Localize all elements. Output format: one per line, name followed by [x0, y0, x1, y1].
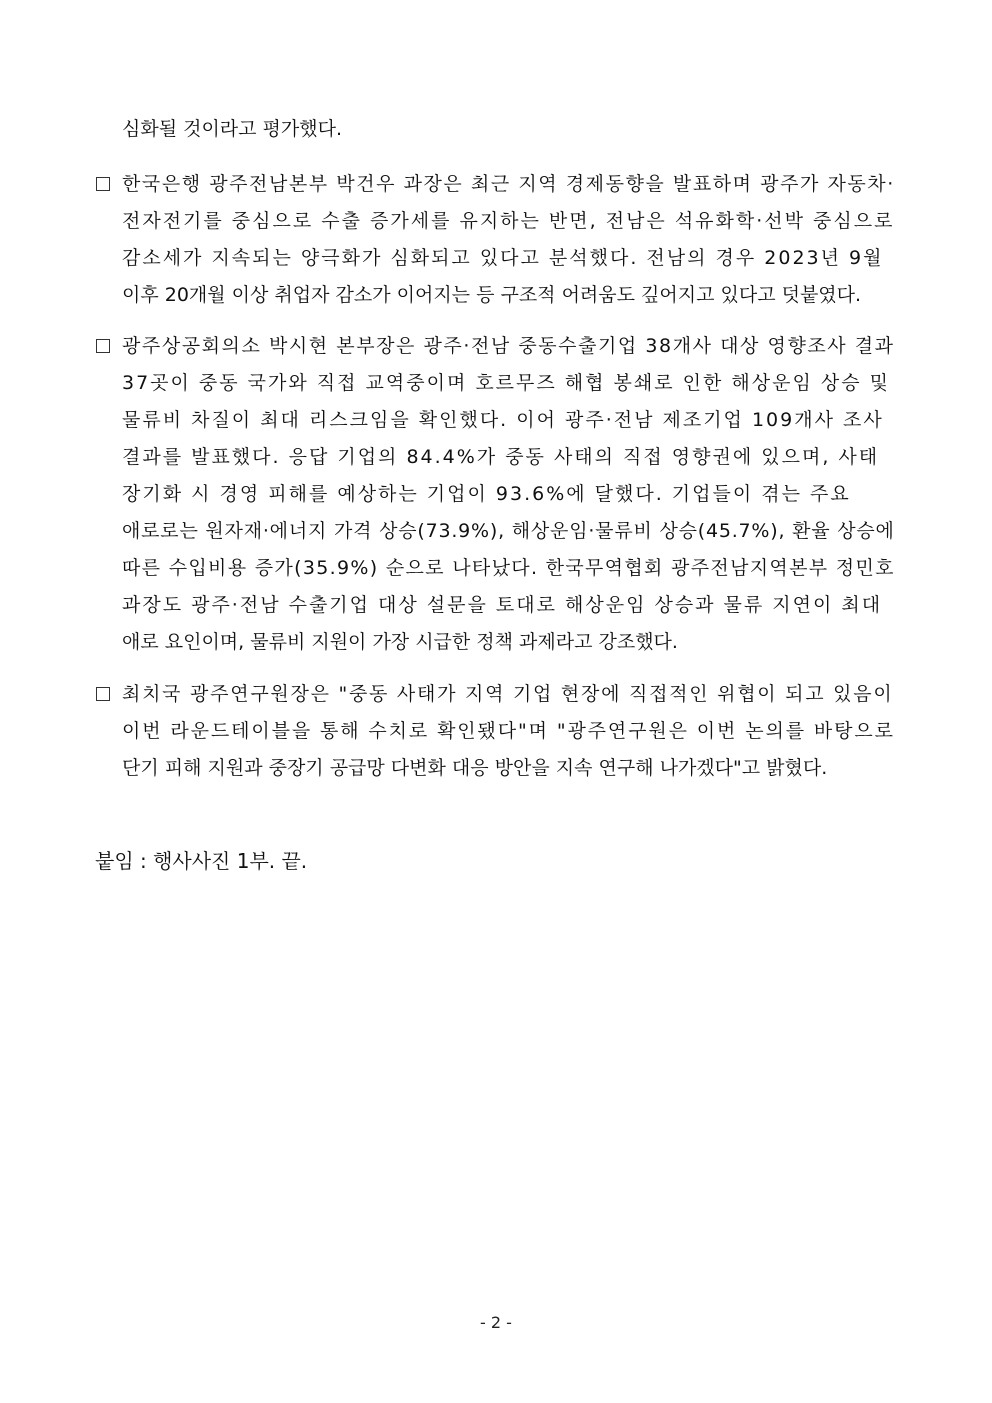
page-number: - 2 -: [480, 1313, 512, 1332]
paragraph-line: 결과를 발표했다. 응답 기업의 84.4%가 중동 사태의 직접 영향권에 있으며, 사태: [122, 446, 880, 468]
paragraph-line: 전자전기를 중심으로 수출 증가세를 유지하는 반면, 전남은 석유화학·선박 중심으로: [122, 210, 895, 232]
paragraph-line: 감소세가 지속되는 양극화가 심화되고 있다고 분석했다. 전남의 경우 2023년 9월: [122, 247, 884, 269]
paragraph-line: 애로로는 원자재·에너지 가격 상승(73.9%), 해상운임·물류비 상승(45.7%), 환율 상승에: [122, 520, 895, 542]
continuation-line: 심화될 것이라고 평가했다.: [122, 118, 343, 140]
paragraph-line: 광주상공회의소 박시현 본부장은 광주·전남 중동수출기업 38개사 대상 영향조사 결과: [122, 335, 895, 357]
paragraph-line: 이후 20개월 이상 취업자 감소가 이어지는 등 구조적 어려움도 깊어지고 있다고 덧붙였다.: [122, 284, 862, 306]
paragraph-line: 물류비 차질이 최대 리스크임을 확인했다. 이어 광주·전남 제조기업 109개사 조사: [122, 409, 884, 431]
paragraph-line: 한국은행 광주전남본부 박건우 과장은 최근 지역 경제동향을 발표하며 광주가 자동차·: [122, 173, 895, 195]
checkbox-bullet-icon: [96, 177, 110, 191]
paragraph-line: 따른 수입비용 증가(35.9%) 순으로 나타났다. 한국무역협회 광주전남지역본부 정민호: [122, 557, 895, 579]
paragraph-line: 단기 피해 지원과 중장기 공급망 다변화 대응 방안을 지속 연구해 나가겠다"고 밝혔다.: [122, 757, 828, 779]
paragraph-line: 최치국 광주연구원장은 "중동 사태가 지역 기업 현장에 직접적인 위협이 되고 있음이: [122, 683, 894, 705]
checkbox-bullet-icon: [96, 687, 110, 701]
checkbox-bullet-icon: [96, 339, 110, 353]
paragraph-line: 이번 라운드테이블을 통해 수치로 확인됐다"며 "광주연구원은 이번 논의를 바탕으로: [122, 720, 895, 742]
attachment-note: 붙임 : 행사사진 1부. 끝.: [95, 849, 308, 873]
paragraph-line: 애로 요인이며, 물류비 지원이 가장 시급한 정책 과제라고 강조했다.: [122, 631, 678, 653]
paragraph-line: 37곳이 중동 국가와 직접 교역중이며 호르무즈 해협 봉쇄로 인한 해상운임 상승 및: [122, 372, 890, 394]
paragraph-line: 장기화 시 경영 피해를 예상하는 기업이 93.6%에 달했다. 기업들이 겪는 주요: [122, 483, 851, 505]
paragraph-line: 과장도 광주·전남 수출기업 대상 설문을 토대로 해상운임 상승과 물류 지연이 최대: [122, 594, 883, 616]
